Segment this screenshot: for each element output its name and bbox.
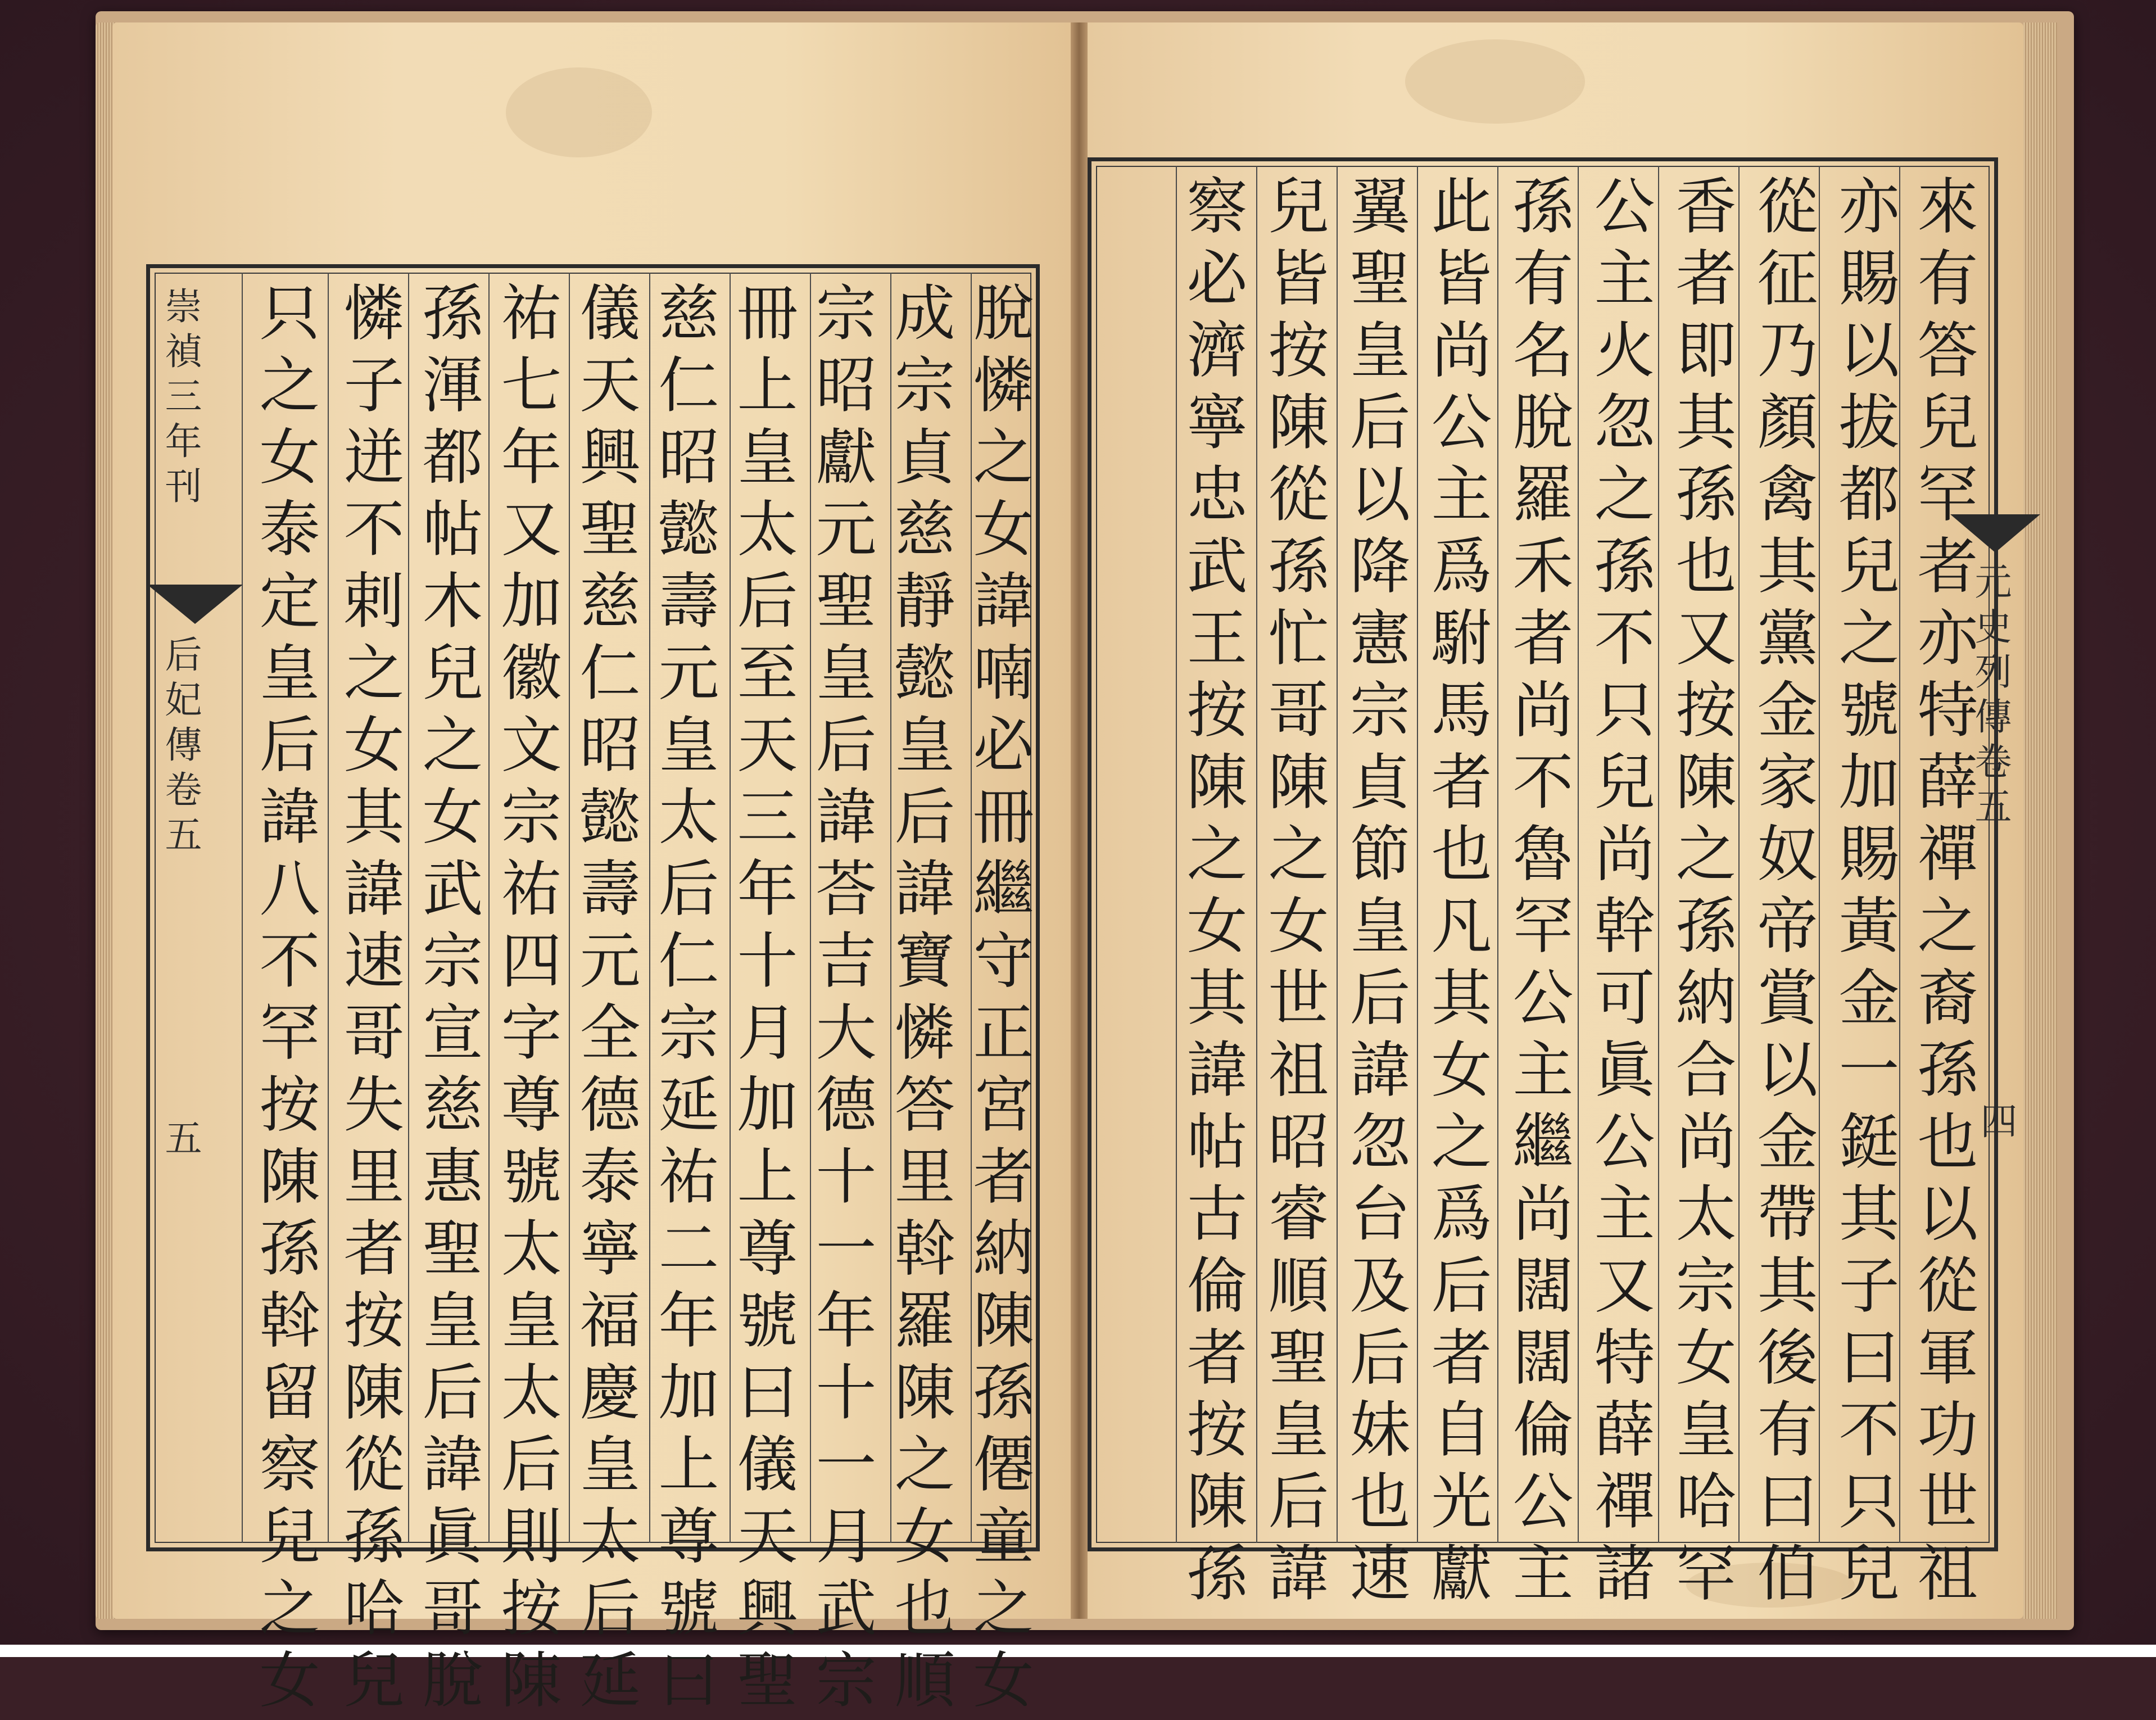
text-column: 此皆尚公主爲駙馬者也凡其女之爲后者自光獻 [1421,174,1491,1613]
right-leaf-number: 四 [1974,1102,2017,1147]
left-margin-title: 后妃傳卷五 [158,635,202,860]
text-column: 孫渾都帖木兒之女武宗宣慈惠聖皇后諱眞哥脫 [412,281,482,1720]
fish-tail-mark [147,585,243,624]
text-column: 憐子迸不剌之女其諱速哥失里者按陳從孫哈兒 [333,281,404,1720]
left-margin-top-text: 崇禎三年刊 [158,287,202,512]
text-column: 脫憐之女諱喃必冊繼守正宮者納陳孫僊童之女 [963,281,1033,1720]
text-column: 亦賜以拔都兒之號加賜黃金一鋌其子曰不只兒 [1828,174,1899,1613]
right-page-edges [2023,22,2057,1619]
left-leaf-number: 五 [158,1119,202,1164]
right-margin-title: 元史列傳卷五 [1968,562,2012,832]
text-column: 從征乃顏禽其黨金家奴帝賞以金帶其後有曰伯 [1747,174,1817,1613]
text-column: 只之女泰定皇后諱八不罕按陳孫斡留察兒之女 [249,281,319,1720]
paper-stain [1405,39,1585,124]
text-column: 孫有名脫羅禾者尚不魯罕公主繼尚闊闊倫公主 [1502,174,1573,1613]
text-column: 兒皆按陳從孫忙哥陳之女世祖昭睿順聖皇后諱 [1258,174,1328,1613]
text-column: 冊上皇太后至天三年十月加上尊號曰儀天興聖 [727,281,797,1720]
text-column: 翼聖皇后以降憲宗貞節皇后諱忽台及后妹也速 [1339,174,1410,1613]
text-column: 來有答兒罕者亦特薛禪之裔孫也以從軍功世祖 [1907,174,1977,1613]
paper-stain [506,67,652,157]
text-column: 成宗貞慈靜懿皇后諱寶憐答里斡羅陳之女也順 [884,281,954,1720]
fish-tail-mark [1950,514,2040,553]
text-column: 慈仁昭懿壽元皇太后仁宗延祐二年加上尊號曰 [648,281,718,1720]
text-column: 察必濟寧忠武王按陳之女其諱帖古倫者按陳孫 [1176,174,1247,1613]
text-column: 公主火忽之孫不只兒尚幹可眞公主又特薛禪諸 [1584,174,1654,1613]
text-column: 祐七年又加徽文宗祐四字尊號太皇太后則按陳 [491,281,561,1720]
text-column: 儀天興聖慈仁昭懿壽元全德泰寧福慶皇太后延 [569,281,640,1720]
text-column: 香者即其孫也又按陳之孫納合尚太宗女皇哈罕 [1665,174,1736,1613]
text-column: 宗昭獻元聖皇后諱荅吉大德十一年十一月武宗 [805,281,876,1720]
book-gutter [1071,22,1088,1619]
